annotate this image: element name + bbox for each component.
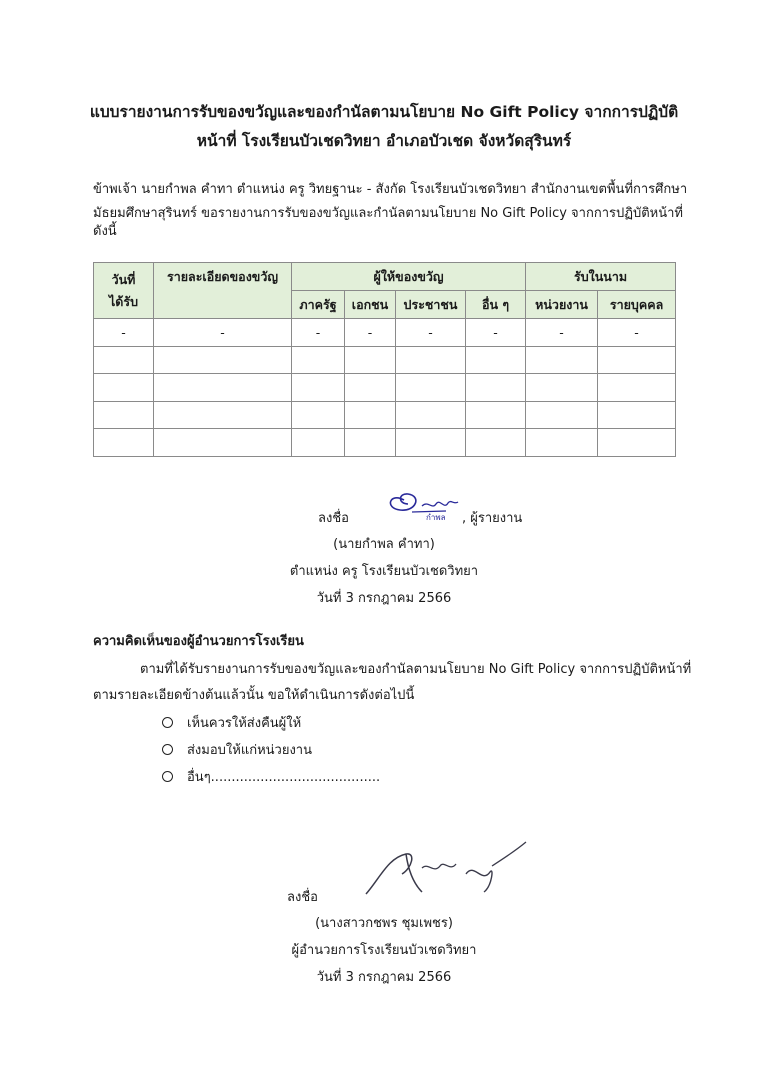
table-cell xyxy=(396,401,466,429)
option-other[interactable] xyxy=(162,766,380,787)
radio-circle-icon[interactable] xyxy=(162,744,173,755)
form-title-line2: หน้าที่ โรงเรียนบัวเชดวิทยา อำเภอบัวเชด จังหวัดสุรินทร์ xyxy=(196,132,572,150)
table-cell xyxy=(345,346,396,374)
director-signature-mark xyxy=(362,838,532,900)
table-cell: - xyxy=(526,319,598,347)
radio-circle-icon[interactable] xyxy=(162,717,173,728)
reporter-sign-label: ลงชื่อ xyxy=(318,511,349,526)
table-row xyxy=(94,346,676,374)
table-cell xyxy=(598,346,676,374)
reporter-date: วันที่ 3 กรกฎาคม 2566 xyxy=(316,591,452,606)
reporter-position: ตำแหน่ง ครู โรงเรียนบัวเชดวิทยา xyxy=(289,564,479,579)
director-date: วันที่ 3 กรกฎาคม 2566 xyxy=(316,970,452,985)
table-cell xyxy=(396,374,466,402)
table-row xyxy=(94,319,676,347)
form-title-line1: แบบรายงานการรับของขวัญและของกำนัลตามนโยบาย No Gift Policy จากการปฏิบัติ xyxy=(89,103,679,121)
table-row xyxy=(94,401,676,429)
table-cell xyxy=(598,374,676,402)
reporter-signature xyxy=(382,486,462,522)
intro-line-3: ดังนี้ xyxy=(93,224,117,239)
table-cell: - xyxy=(94,319,154,347)
table-row xyxy=(94,429,676,457)
header-giver-government: ภาครัฐ xyxy=(292,291,345,319)
director-signature xyxy=(362,838,532,900)
reporter-signature-mark xyxy=(382,486,462,522)
director-position: ผู้อำนวยการโรงเรียนบัวเชดวิทยา xyxy=(291,943,477,958)
reporter-name: (นายกำพล คำทา) xyxy=(333,537,435,552)
director-opinion-line1: ตามที่ได้รับรายงานการรับของขวัญและของกำนัลตามนโยบาย No Gift Policy จากการปฏิบัติหน้าที่ xyxy=(140,662,692,677)
table-cell xyxy=(94,429,154,457)
table-cell xyxy=(466,346,526,374)
header-receiver: รับในนาม xyxy=(526,263,676,291)
table-cell: - xyxy=(396,319,466,347)
option-label: อื่นๆ......................................... xyxy=(187,770,381,785)
option-return-to-giver[interactable] xyxy=(162,712,301,733)
table-cell xyxy=(598,429,676,457)
table-row xyxy=(94,374,676,402)
table-cell xyxy=(292,429,345,457)
table-cell xyxy=(526,346,598,374)
header-giver: ผู้ให้ของขวัญ xyxy=(292,263,526,291)
intro-paragraph xyxy=(93,178,688,244)
header-receiver-agency: หน่วยงาน xyxy=(526,291,598,319)
header-date xyxy=(94,263,154,319)
option-hand-to-agency[interactable] xyxy=(162,739,312,760)
director-opinion-line2: ตามรายละเอียดข้างต้นแล้วนั้น ขอให้ดำเนินการดังต่อไปนี้ xyxy=(93,688,415,703)
table-cell xyxy=(292,401,345,429)
radio-circle-icon[interactable] xyxy=(162,771,173,782)
table-cell xyxy=(154,401,292,429)
table-cell xyxy=(154,374,292,402)
table-cell xyxy=(94,401,154,429)
table-cell xyxy=(345,374,396,402)
table-cell xyxy=(396,429,466,457)
table-cell: - xyxy=(154,319,292,347)
director-sign-label: ลงชื่อ xyxy=(287,890,318,905)
intro-line-1: ข้าพเจ้า นายกำพล คำทา ตำแหน่ง ครู วิทยฐานะ - สังกัด โรงเรียนบัวเชดวิทยา สำนักงานเขตพื้นที่การศึกษา xyxy=(93,182,688,197)
table-cell xyxy=(526,429,598,457)
table-cell xyxy=(396,346,466,374)
reporter-role: , ผู้รายงาน xyxy=(462,511,523,526)
table-cell xyxy=(526,401,598,429)
table-cell xyxy=(94,374,154,402)
table-cell xyxy=(292,346,345,374)
option-label: เห็นควรให้ส่งคืนผู้ให้ xyxy=(187,716,302,731)
header-date-label: วันที่ ได้รับ xyxy=(108,271,139,309)
gift-report-table xyxy=(93,262,676,457)
table-cell xyxy=(598,401,676,429)
table-cell xyxy=(345,429,396,457)
intro-line-2: มัธยมศึกษาสุรินทร์ ขอรายงานการรับของขวัญและกำนัลตามนโยบาย No Gift Policy จากการปฏิบัติหน้าที่ xyxy=(93,206,683,221)
reporter-signature-text: กำพล xyxy=(426,513,446,522)
option-label: ส่งมอบให้แก่หน่วยงาน xyxy=(187,743,312,758)
table-cell xyxy=(526,374,598,402)
table-cell xyxy=(466,429,526,457)
table-cell: - xyxy=(466,319,526,347)
table-cell: - xyxy=(598,319,676,347)
table-cell: - xyxy=(345,319,396,347)
table-cell xyxy=(94,346,154,374)
header-giver-public: ประชาชน xyxy=(396,291,466,319)
header-details: รายละเอียดของขวัญ xyxy=(154,263,292,319)
header-giver-private: เอกชน xyxy=(345,291,396,319)
table-cell xyxy=(154,346,292,374)
table-cell xyxy=(466,374,526,402)
table-cell xyxy=(292,374,345,402)
director-opinion-heading: ความคิดเห็นของผู้อำนวยการโรงเรียน xyxy=(93,634,304,649)
reporter-role-label: ผู้รายงาน xyxy=(470,511,523,526)
table-cell: - xyxy=(292,319,345,347)
header-receiver-individual: รายบุคคล xyxy=(598,291,676,319)
header-giver-other: อื่น ๆ xyxy=(466,291,526,319)
table-cell xyxy=(154,429,292,457)
director-name: (นางสาวกชพร ชุมเพชร) xyxy=(315,916,453,931)
table-cell xyxy=(466,401,526,429)
table-cell xyxy=(345,401,396,429)
